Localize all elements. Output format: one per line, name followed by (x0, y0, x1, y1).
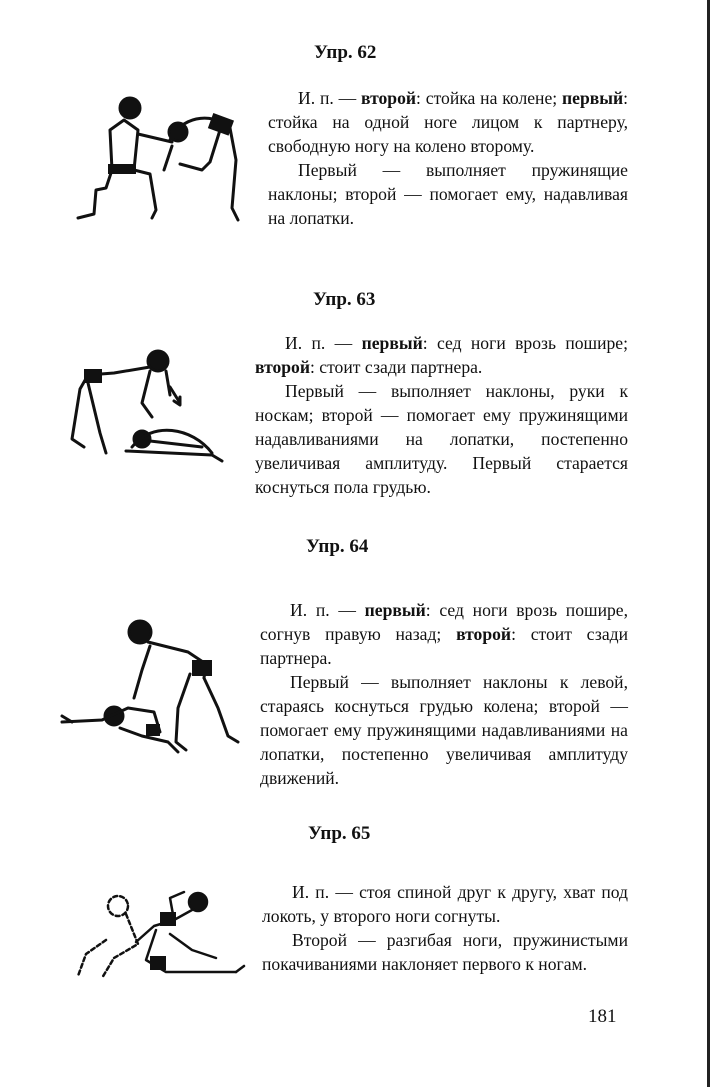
text-run: И. п. — (285, 333, 362, 353)
bold-term: второй (456, 624, 512, 644)
exercise-paragraph (268, 86, 628, 158)
exercise-paragraph (260, 670, 628, 790)
exercise-paragraph (262, 880, 628, 928)
bold-term: первый (364, 600, 426, 620)
text-run: И. п. — (298, 88, 362, 108)
exercise-paragraph (262, 928, 628, 976)
exercise-illustration-64 (58, 612, 248, 762)
exercise-illustration-62 (60, 90, 250, 235)
text-run: Первый — выполняет наклоны к левой, стараясь коснуться грудью колена; второй — помогает ему пружинящими надавливаниями на лопатки, постепенно увеличивая амплитуду движений. (260, 672, 628, 788)
exercise-text-62 (268, 86, 628, 230)
text-run: И. п. — стоя спиной друг к другу, хват под локоть, у второго ноги согнуты. (262, 882, 628, 926)
exercise-text-65 (262, 880, 628, 976)
text-run: : сед ноги врозь пошире; (422, 333, 628, 353)
exercise-title-65: Упр. 65 (308, 823, 371, 844)
exercise-illustration-63 (62, 343, 242, 473)
page-number: 181 (588, 1006, 617, 1027)
bold-term: второй (361, 88, 417, 108)
exercise-title-64: Упр. 64 (306, 536, 369, 557)
text-run: : стойка на одной ноге лицом к партнеру, свободную ногу на колено второму. (268, 88, 628, 156)
exercise-paragraph (268, 158, 628, 230)
text-run: : стойка на колене; (416, 88, 562, 108)
exercise-text-64 (260, 598, 628, 790)
text-run: И. п. — (290, 600, 365, 620)
text-run: Первый — выполняет наклоны, руки к носкам; второй — помогает ему пружинящими надавливаниями на лопатки, постепенно увеличивая амплитуду. Первый старается коснуться пола грудью. (255, 381, 628, 497)
text-run: : стоит сзади партнера. (310, 357, 483, 377)
exercise-paragraph (255, 379, 628, 499)
page-edge-line (707, 0, 710, 1087)
exercise-paragraph (255, 331, 628, 379)
text-run: Первый — выполняет пружинящие наклоны; второй — помогает ему, надавливая на лопатки. (268, 160, 628, 228)
exercise-title-62: Упр. 62 (314, 42, 377, 63)
exercise-paragraph (260, 598, 628, 670)
bold-term: первый (361, 333, 423, 353)
exercise-text-63 (255, 331, 628, 499)
text-run: Второй — разгибая ноги, пружинистыми покачиваниями наклоняет первого к ногам. (262, 930, 628, 974)
text-run: : стоит сзади партнера. (260, 624, 628, 668)
bold-term: первый (562, 88, 624, 108)
text-run: : сед ноги врозь пошире, согнув правую назад; (260, 600, 628, 644)
bold-term: второй (255, 357, 310, 377)
exercise-illustration-65 (66, 880, 246, 990)
exercise-title-63: Упр. 63 (313, 289, 376, 310)
